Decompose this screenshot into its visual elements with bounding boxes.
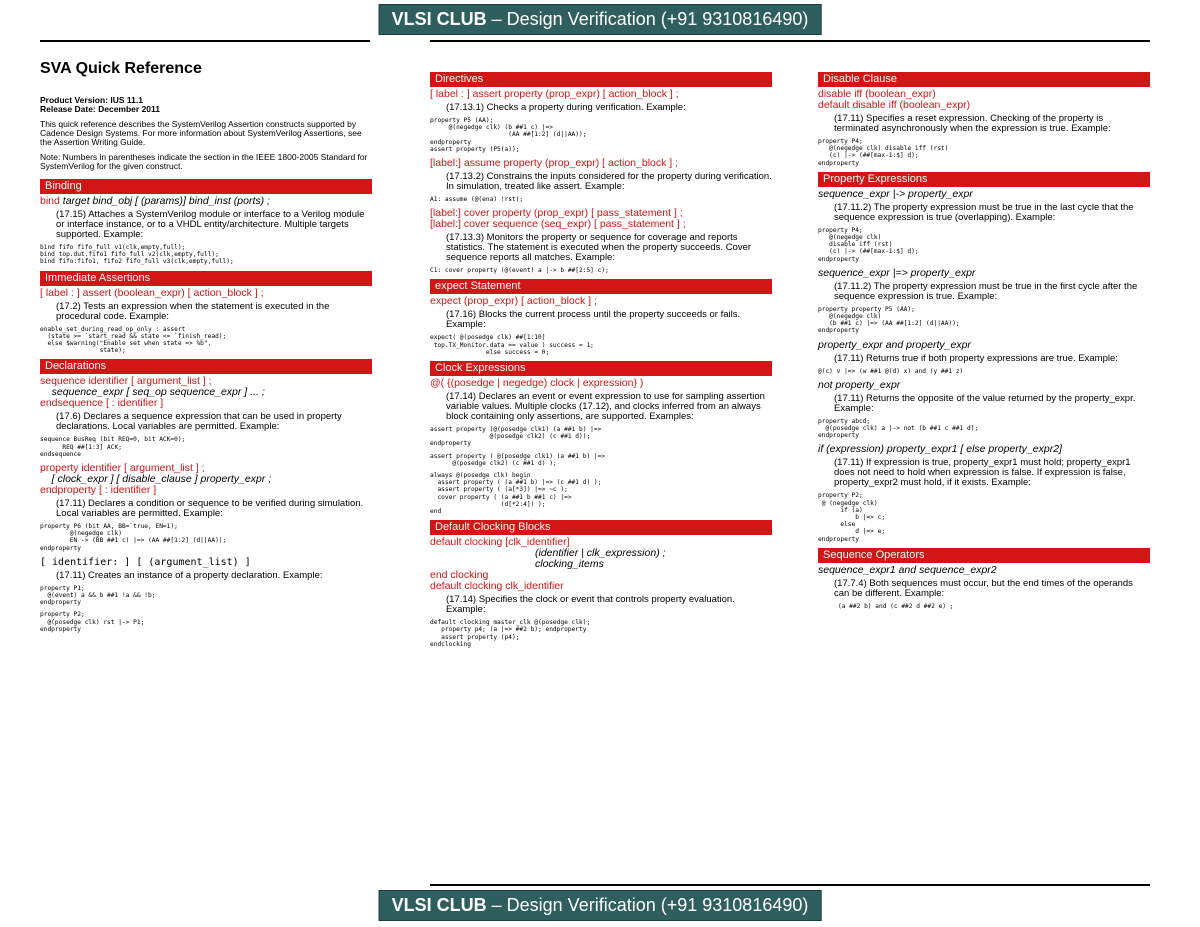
section-clock: Clock Expressions (430, 361, 772, 376)
disable-desc: (17.11) Specifies a reset expression. Checking of the property is terminated asynchronously when the expression is true. Example: (834, 113, 1111, 134)
property-syntax-3: endproperty [ : identifier ] (40, 484, 157, 497)
section-immediate: Immediate Assertions (40, 271, 372, 286)
immediate-desc: (17.2) Tests an expression when the statement is executed in the procedural code. Example: (56, 300, 330, 322)
immediate-code: enable_set_during_read_op_only : assert (state >= `start_read && state <= `finish_read); else $warning("Enable set when state => %b", state); (40, 325, 227, 355)
section-binding: Binding (40, 179, 372, 194)
binding-syntax (40, 196, 372, 207)
and-code: @(c) v |=> (w ##1 @(d) x) and (y ##1 z) (818, 367, 964, 375)
cover-desc: (17.13.3) Monitors the property or sequence for coverage and reports statistics. The statement is executed when the property succeeds. Cover sequence reports all matches. Example: (446, 232, 752, 264)
sequence-code: sequence BusReq (bit REQ=0, bit ACK=0); REQ ##[1:3] ACK; endsequence (40, 436, 186, 458)
seqops-syntax: sequence_expr1 and sequence_expr2 (818, 563, 997, 576)
cover-code: C1: cover property (@(event) a |-> b ##[2:5] c); (430, 267, 609, 275)
defclock-code: default clocking master_clk @(posedge clk); property p4; (a |=> ##2 b); endproperty assert property (p4); endclocking (430, 619, 591, 648)
disable-code: property P4; @(negedge clk) disable iff (rst) (c) |-> (##[max-1:$] d); endproperty (818, 138, 949, 167)
nonoverlap-syntax: sequence_expr |=> property_expr (818, 266, 976, 279)
banner-brand-bottom: VLSI CLUB (391, 895, 487, 915)
clock-code-3: always @(posedge clk) begin assert property ( (a ##1 b) |=> (c ##1 d) ); assert property ( (a[*3]) |=> ~c ); cover property ( (a ##1 b ##1 c) |=> (d[*2:4]) ); end (430, 472, 602, 516)
defclock-desc: (17.14) Specifies the clock or event that controls property evaluation. Example: (446, 594, 735, 616)
seqops-code: (a ##2 b) and (c ##2 d ##2 e) ; (838, 602, 954, 610)
top-banner (379, 4, 822, 35)
not-syntax: not property_expr (818, 378, 901, 391)
overlap-code: property P4; @(negedge clk) disable iff (rst) (c) |-> (##[max-1:$] d); endproperty (818, 226, 919, 263)
section-property-expressions: Property Expressions (818, 172, 1150, 187)
section-expect: expect Statement (430, 279, 772, 294)
assume-desc: (17.13.2) Constrains the inputs considered for the property during verification. In simulation, treated like assert. Example: (446, 171, 772, 193)
clock-desc: (17.14) Declares an event or event expression to use for sampling assertion variable values. Multiple clocks (17.12), and clocks inferred from an always block containing only assertions, are supported. Examples: (446, 391, 765, 423)
page-title: SVA Quick Reference (40, 60, 202, 77)
intro-text: This quick reference describes the SystemVerilog Assertion constructs supported by Cadence Design Systems. For more information about SystemVerilog Assertions, see the Assertion Writing Guide. (40, 119, 362, 147)
release-date: Release Date: December 2011 (40, 104, 161, 114)
clock-code-2: assert property ( @(posedge clk1) (a ##1 b) |=> @(posedge clk2) (c ##1 d) ); (430, 452, 606, 467)
note-text: Note: Numbers in parentheses indicate the section in the IEEE 1800-2005 Standard for SystemVerilog for the given construct. (40, 152, 368, 171)
bind-syntax-rest: target bind_obj [ (params)] bind_inst (ports) ; (59, 195, 270, 207)
bottom-rule (430, 884, 1150, 886)
bottom-banner (379, 890, 822, 921)
banner-brand: VLSI CLUB (391, 9, 487, 29)
seqops-desc: (17.7.4) Both sequences must occur, but the end times of the operands can be different. Example: (834, 577, 1133, 599)
bind-keyword: bind (40, 195, 60, 207)
instance-desc: (17.11) Creates an instance of a property declaration. Example: (56, 569, 323, 581)
expect-desc: (17.16) Blocks the current process until the property succeeds or fails. Example: (446, 309, 741, 331)
cover-syntax-1: [label:] cover property (prop_expr) [ pass_statement ] ; (430, 207, 683, 220)
assert-desc: (17.13.1) Checks a property during verification. Example: (446, 102, 686, 113)
assert-syntax: [ label : ] assert property (prop_expr) [ action_block ] ; (430, 88, 679, 100)
column-left (40, 40, 372, 638)
immediate-syntax: [ label : ] assert (boolean_expr) [ action_block ] ; (40, 286, 264, 299)
assume-code: A1: assume (@(ena) !rst); (430, 196, 524, 204)
if-syntax: if (expression) property_expr1 [ else property_expr2] (818, 443, 1062, 456)
expect-code: expect( @(posedge clk) ##[1:10] top.TX_Monitor.data == value ) success = 1; else success = 0; (430, 334, 594, 356)
sequence-syntax-2: sequence_expr [ seq_op sequence_expr ] ... ; (40, 386, 265, 399)
product-version: Product Version: IUS 11.1 (40, 95, 143, 105)
overlap-desc: (17.11.2) The property expression must be true in the last cycle that the sequence expression is true (overlapping). Example: (834, 201, 1134, 223)
property-desc: (17.11) Declares a condition or sequence to be verified during simulation. Local variables are permitted. Example: (56, 498, 364, 520)
defclock-syntax-2: (identifier | clk_expression) ; (535, 547, 666, 560)
clock-code-1: assert property (@(posedge clk1) (a ##1 b) |=> @(posedge clk2) (c ##1 d)); endproperty (430, 426, 602, 448)
column-middle (430, 72, 772, 653)
binding-code: bind fifo fifo_full v1(clk,empty,full); bind top.dut.fifo1 fifo_full v2(clk,empty,full); bind fifo:fifo1, fifo2 fifo_full v3(clk,empty,full); (40, 244, 234, 266)
banner-text: – Design Verification (+91 9310816490) (486, 9, 809, 29)
overlap-syntax: sequence_expr |-> property_expr (818, 187, 973, 200)
nonoverlap-desc: (17.11.2) The property expression must be true in the first cycle after the sequence expression is true. Example: (834, 280, 1138, 302)
meta-block (40, 96, 372, 171)
and-syntax: property_expr and property_expr (818, 338, 971, 351)
not-desc: (17.11) Returns the opposite of the value returned by the property_expr. Example: (834, 392, 1136, 414)
banner-text-bottom: – Design Verification (+91 9310816490) (486, 895, 809, 915)
assert-code: property P5 (AA); @(negedge clk) (b ##1 c) |=> (AA ##[1:2] (d||AA)); endproperty assert property (P5(a)); (430, 117, 587, 153)
section-default-clocking: Default Clocking Blocks (430, 520, 772, 535)
section-declarations: Declarations (40, 359, 372, 374)
and-desc: (17.11) Returns true if both property expressions are true. Example: (834, 352, 1118, 364)
section-disable: Disable Clause (818, 72, 1150, 87)
cover-syntax-2: [label:] cover sequence (seq_expr) [ pass_statement ] ; (430, 218, 686, 231)
clock-syntax: @( {(posedge | negedge) clock | expression} ) (430, 377, 644, 390)
sequence-desc: (17.6) Declares a sequence expression that can be used in property declarations. Local variables are permitted. Example: (56, 411, 342, 433)
expect-syntax: expect (prop_expr) [ action_block ] ; (430, 295, 597, 308)
section-directives: Directives (430, 72, 772, 87)
binding-desc: (17.15) Attaches a SystemVerilog module or interface to a Verilog module or interface instance, or to a VHDL entity/architecture. Multiple targets supported. Example: (56, 209, 365, 240)
not-code: property abcd; @(posedge clk) a |-> not (b ##1 c ##1 d); endproperty (818, 417, 979, 440)
section-sequence-operators: Sequence Operators (818, 548, 1150, 563)
defclock-syntax-1: default clocking [clk_identifier] (430, 536, 570, 549)
defclock-syntax-5: default clocking clk_identifier (430, 580, 564, 593)
if-code: property P2; @ (negedge clk) if (a) b |=> c; else d |=> e; endproperty (818, 492, 886, 543)
disable-syntax-1: disable iff (boolean_expr) (818, 88, 936, 100)
property-syntax-2: [ clock_expr ] [ disable_clause ] property_expr ; (40, 473, 272, 486)
defclock-syntax-3: clocking_items (535, 558, 604, 571)
instance-code-2: property P2; @(posedge clk) rst |-> P1; endproperty (40, 611, 145, 633)
property-code: property P6 (bit AA, BB=`true, EN=1); @(negedge clk) EN -> (BB ##1 c) |=> (AA ##[1:2] (d||AA)); endproperty (40, 523, 227, 552)
top-rule-right (430, 40, 1150, 42)
sequence-syntax-1: sequence identifier [ argument_list ] ; (40, 375, 212, 388)
if-desc: (17.11) If expression is true, property_expr1 must hold; property_expr1 does not need to hold when expression is false. If expression is false, property_expr2 must hold, if it exists. Example: (834, 457, 1131, 489)
assume-syntax: [label:] assume property (prop_expr) [ action_block ] ; (430, 157, 679, 170)
instance-syntax: [ identifier: ] [ (argument_list) ] (40, 556, 251, 568)
column-right (818, 72, 1150, 615)
defclock-syntax-4: end clocking (430, 569, 489, 582)
nonoverlap-code: property property P5 (AA); @(negedge clk) (b ##1 c) |=> (AA ##[1:2] (d||AA)); endproperty (818, 305, 960, 335)
instance-code-1: property P1; @(event) a && b ##1 !a && !b; endproperty (40, 584, 156, 607)
property-syntax-1: property identifier [ argument_list ] ; (40, 462, 205, 475)
sequence-syntax-3: endsequence [ : identifier ] (40, 397, 164, 410)
disable-syntax-2: default disable iff (boolean_expr) (818, 99, 971, 111)
